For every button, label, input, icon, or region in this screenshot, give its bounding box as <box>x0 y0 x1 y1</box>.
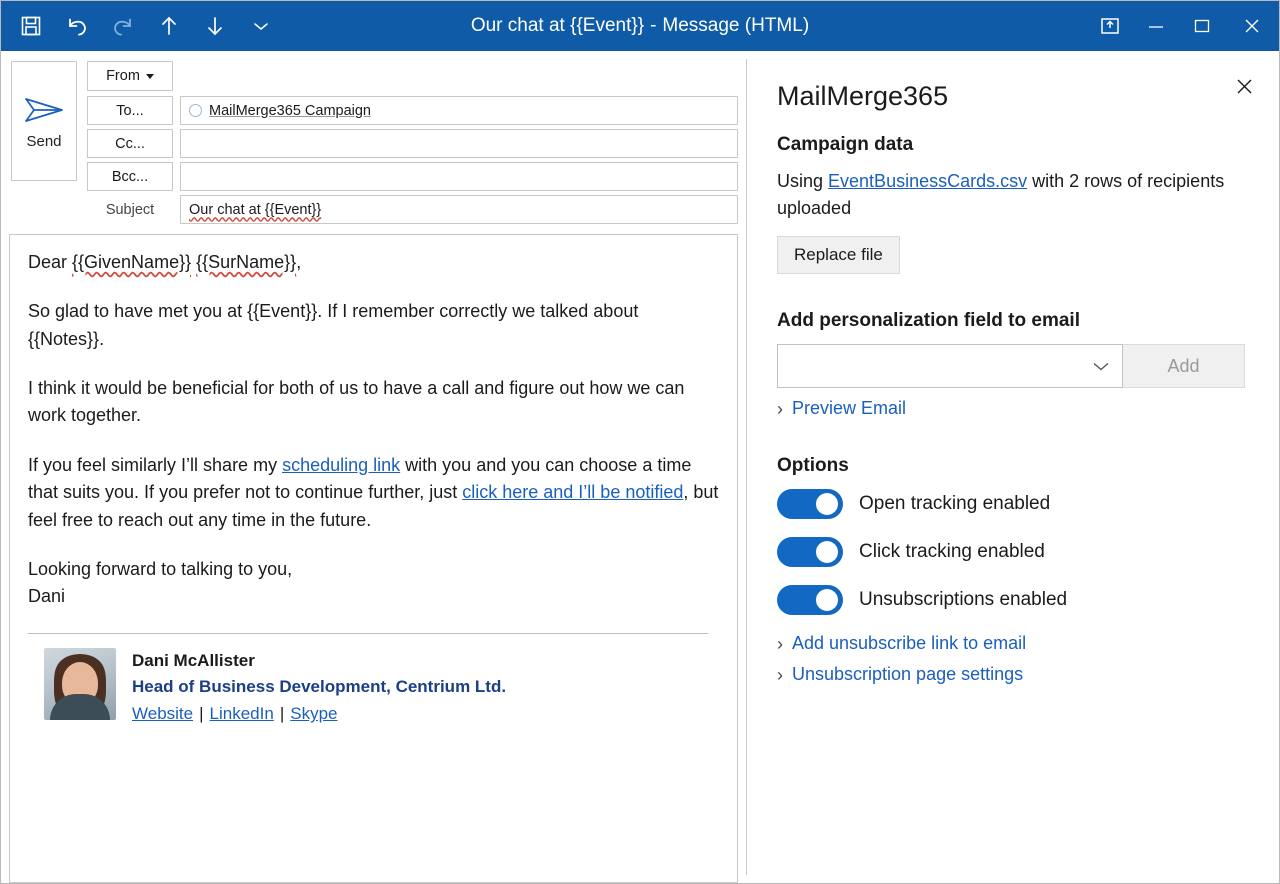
click-tracking-toggle[interactable] <box>777 537 843 567</box>
closing-line-1: Looking forward to talking to you, <box>28 558 293 579</box>
campaign-file-link[interactable]: EventBusinessCards.csv <box>828 171 1028 191</box>
toggle-knob <box>816 589 838 611</box>
preview-email-label: Preview Email <box>792 398 907 418</box>
message-greeting: Dear {{GivenName}} {{SurName}}, <box>28 252 302 272</box>
open-tracking-toggle[interactable] <box>777 489 843 519</box>
save-icon[interactable] <box>11 6 51 46</box>
subject-label: Subject <box>105 201 155 218</box>
minimize-icon[interactable] <box>1133 1 1179 51</box>
signature-link-separator-2: | <box>279 704 285 724</box>
customize-quick-access-toolbar-icon[interactable] <box>241 6 281 46</box>
close-icon[interactable] <box>1225 1 1279 51</box>
cc-input[interactable] <box>180 129 738 158</box>
chevron-down-icon <box>146 74 154 79</box>
replace-file-button[interactable]: Replace file <box>777 236 900 274</box>
compose-fields <box>77 61 738 228</box>
merge-field-surname: {{SurName}} <box>196 252 297 272</box>
scheduling-link[interactable]: scheduling link <box>282 454 401 475</box>
to-button[interactable]: To... <box>87 96 173 125</box>
campaign-data-description <box>777 168 1245 222</box>
popout-icon[interactable] <box>1087 1 1133 51</box>
option-click-tracking[interactable] <box>777 537 1245 567</box>
personalization-field-select[interactable] <box>777 344 1123 388</box>
click-tracking-label: Click tracking enabled <box>859 541 1045 562</box>
message-body[interactable] <box>9 234 738 883</box>
campaign-data-heading: Campaign data <box>777 134 914 155</box>
unsubscribe-inline-link[interactable]: click here and I’ll be notified <box>462 482 684 503</box>
options-heading: Options <box>777 455 849 476</box>
mailmerge-panel <box>746 59 1271 875</box>
unsubscription-page-settings-link[interactable] <box>777 664 1245 685</box>
to-input[interactable] <box>180 96 738 125</box>
chevron-down-icon <box>1092 360 1110 372</box>
bcc-button[interactable]: Bcc... <box>87 162 173 191</box>
undo-icon[interactable] <box>57 6 97 46</box>
avatar <box>44 648 116 720</box>
spacer-2 <box>777 419 1245 455</box>
signature-link-website[interactable]: Website <box>132 704 194 724</box>
signature-divider <box>28 633 708 634</box>
unsubscription-page-settings-label: Unsubscription page settings <box>792 664 1024 684</box>
to-row <box>87 96 738 125</box>
from-button[interactable] <box>87 61 173 91</box>
option-unsubscriptions[interactable] <box>777 585 1245 615</box>
option-open-tracking[interactable] <box>777 489 1245 519</box>
para3-post: , but feel free to reach out any time in the future. <box>28 482 719 530</box>
signature-link-separator-1: | <box>199 704 204 724</box>
chevron-right-icon: › <box>777 633 783 654</box>
bcc-input[interactable] <box>180 162 738 191</box>
previous-item-icon[interactable] <box>149 6 189 46</box>
window-controls <box>1087 1 1279 51</box>
add-unsubscribe-link-label: Add unsubscribe link to email <box>792 633 1027 653</box>
subject-value: Our chat at {{Event}} <box>189 201 322 218</box>
maximize-icon[interactable] <box>1179 1 1225 51</box>
unsubscriptions-label: Unsubscriptions enabled <box>859 589 1068 610</box>
from-button-label: From <box>106 68 140 84</box>
preview-email-link[interactable] <box>777 398 1245 419</box>
message-paragraph-3 <box>28 452 719 534</box>
unsubscriptions-toggle[interactable] <box>777 585 843 615</box>
message-closing <box>28 556 719 611</box>
personalization-row <box>777 344 1245 388</box>
add-unsubscribe-link[interactable] <box>777 633 1245 654</box>
campaign-using-text: Using <box>777 171 829 191</box>
compose-header <box>9 59 738 228</box>
signature-text <box>132 648 506 729</box>
merge-field-givenname: {{GivenName}} <box>72 252 192 272</box>
campaign-rows-text: with 2 rows of recipients uploaded <box>777 171 1225 218</box>
bcc-row <box>87 162 738 191</box>
closing-line-2: Dani <box>28 586 66 607</box>
spacer-1 <box>777 274 1245 310</box>
toggle-knob <box>816 493 838 515</box>
personalization-heading: Add personalization field to email <box>777 310 1080 331</box>
cc-button[interactable]: Cc... <box>87 129 173 158</box>
title-bar <box>1 1 1279 51</box>
open-tracking-label: Open tracking enabled <box>859 493 1051 514</box>
send-button[interactable] <box>11 61 77 181</box>
next-item-icon[interactable] <box>195 6 235 46</box>
send-button-label: Send <box>26 132 62 150</box>
window-title-type: Message (HTML) <box>662 15 810 36</box>
presence-icon <box>189 104 202 117</box>
signature-role: Head of Business Development, Centrium Ltd. <box>132 677 507 697</box>
window-title-separator: - <box>650 15 657 36</box>
subject-input[interactable] <box>180 195 738 224</box>
quick-access-toolbar <box>1 1 281 51</box>
recipient-chip[interactable] <box>189 103 371 119</box>
cc-row <box>87 129 738 158</box>
chevron-right-icon: › <box>777 664 783 685</box>
compose-pane <box>1 51 746 883</box>
message-paragraph-1: So glad to have met you at {{Event}}. If I remember correctly we talked about {{Notes}}. <box>28 301 639 349</box>
para3-mid: with you and you can choose a time that suits you. If you prefer not to continue further, just <box>28 454 692 503</box>
redo-icon[interactable] <box>103 6 143 46</box>
signature-link-linkedin[interactable]: LinkedIn <box>209 704 274 724</box>
panel-title: MailMerge365 <box>777 81 949 111</box>
para3-pre: If you feel similarly I’ll share my <box>28 454 283 475</box>
signature-name: Dani McAllister <box>132 650 255 670</box>
message-paragraph-2: I think it would be beneficial for both of us to have a call and figure out how we can work together. <box>28 378 685 426</box>
recipient-name: MailMerge365 Campaign <box>209 102 371 119</box>
panel-close-icon[interactable] <box>1231 73 1257 99</box>
toggle-knob <box>816 541 838 563</box>
subject-row <box>87 195 738 224</box>
chevron-right-icon: › <box>777 398 783 419</box>
window-title-subject: Our chat at {{Event}} <box>470 15 645 36</box>
signature-link-skype[interactable]: Skype <box>290 704 338 724</box>
email-signature <box>28 648 719 729</box>
window-body <box>1 51 1279 883</box>
signature-links <box>132 701 506 728</box>
add-personalization-button[interactable]: Add <box>1123 344 1245 388</box>
